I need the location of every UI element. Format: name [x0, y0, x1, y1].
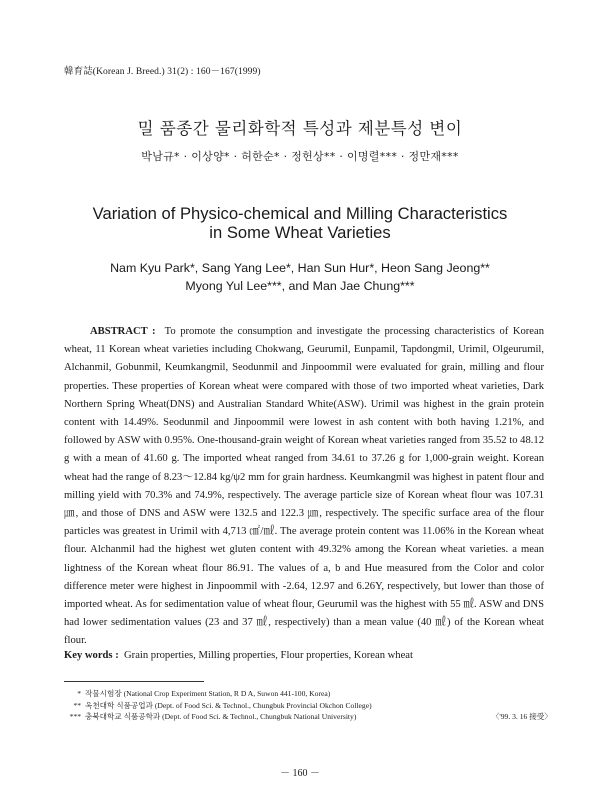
- footnote-mark: *: [77, 689, 81, 698]
- footnote-mark: **: [73, 700, 81, 710]
- footnote-1: [64, 688, 552, 700]
- journal-reference: 韓育誌(Korean J. Breed.) 31(2) : 160－167(1999): [64, 67, 261, 77]
- footnote-text: 옥천대학 식품공업과 (Dept. of Food Sci. & Technol., Chungbuk Provincial Okchon College): [85, 700, 372, 710]
- footnote-text: 충북대학교 식품공학과 (Dept. of Food Sci. & Technol., Chungbuk National University): [85, 712, 357, 721]
- abstract-label: ABSTRACT :: [90, 326, 156, 337]
- korean-authors: 박남규* · 이상양* · 허한순* · 정헌상** · 이명렬*** · 정만재***: [141, 150, 459, 163]
- footnote-text: 작물시험장 (National Crop Experiment Station, R D A, Suwon 441-100, Korea): [85, 689, 331, 698]
- keywords-label: Key words :: [64, 650, 119, 661]
- footnotes: [64, 688, 552, 723]
- page-number: － 160 －: [280, 768, 320, 779]
- korean-title: 밀 품종간 물리화학적 특성과 제분특성 변이: [137, 119, 463, 138]
- english-title: [0, 204, 600, 242]
- english-title-line-1: Variation of Physico-chemical and Milling Characteristics: [92, 204, 508, 223]
- footnote-3: [64, 711, 552, 723]
- received-date: 〈'99. 3. 16 接受〉: [491, 712, 552, 721]
- abstract: [64, 323, 544, 651]
- keywords: [64, 650, 544, 661]
- abstract-text: To promote the consumption and investigate the processing characteristics of Korean wheat, 11 Korean wheat varieties including Chokwang, Geurumil, Eunpamil, Tapdongmil, Urimil, Olgeurumil, Alchanmil, Gobunmil, Keumkangmil, Seodunmil and Jinpoommil were evaluated for grain, milling and flour properties. These properties of Korean wheat were compared with those of two imported wheat varieties, Dark Northern Spring Wheat(DNS) and Australian Standard White(ASW). Urimil was highest in the grain protein content with 14.49%. Seodunmil and Jinpoommil were lowest in ash content with both having 1.21%, and followed by ASW with 0.95%. One-thousand-grain weight of Korean wheat varieties ranged from 35.52 to 48.12 g with a mean of 41.60 g. The imported wheat ranged from 34.61 to 37.26 g for 1,000-grain weight. Korean wheat had the range of 8.23～12.84 kg/ψ2 mm for grain hardness. Keumkangmil was highest in patent flour and milling yield with 70.3% and 74.9%, respectively. The average particle size of Korean wheat flour was 107.31 ㎛, and those of DNS and ASW were 132.5 and 122.3 ㎛, respectively. The specific surface area of the flour particles was greatest in Urimil with 4,713 ㎠/㎖. The average protein content was 11.06% in the Korean wheat flour. Alchanmil had the highest wet gluten content with 49.32% among the Korean wheat varieties. a mean lightness of the Korean wheat flour 86.91. The values of a, b and Hue measured from the Color and color difference meter were highest in Jinpoommil with -2.64, 12.97 and 6.26Y, respectively, but lower than those of imported wheat. As for sedimentation value of wheat flour, Geurumil was the highest with 55 ㎖. ASW and DNS had lower sedimentation values (23 and 37 ㎖, respectively) than a mean value (40 ㎖) of the Korean wheat flour.: [64, 326, 544, 647]
- footnote-divider: [64, 681, 204, 682]
- english-authors-line-2: Myong Yul Lee***, and Man Jae Chung***: [185, 279, 415, 293]
- english-authors: [0, 259, 600, 295]
- footnote-2: [64, 700, 552, 712]
- english-title-line-2: in Some Wheat Varieties: [209, 223, 391, 242]
- footnote-mark: ***: [69, 712, 81, 721]
- english-authors-line-1: Nam Kyu Park*, Sang Yang Lee*, Han Sun Hur*, Heon Sang Jeong**: [110, 261, 490, 275]
- keywords-text: Grain properties, Milling properties, Flour properties, Korean wheat: [124, 650, 413, 661]
